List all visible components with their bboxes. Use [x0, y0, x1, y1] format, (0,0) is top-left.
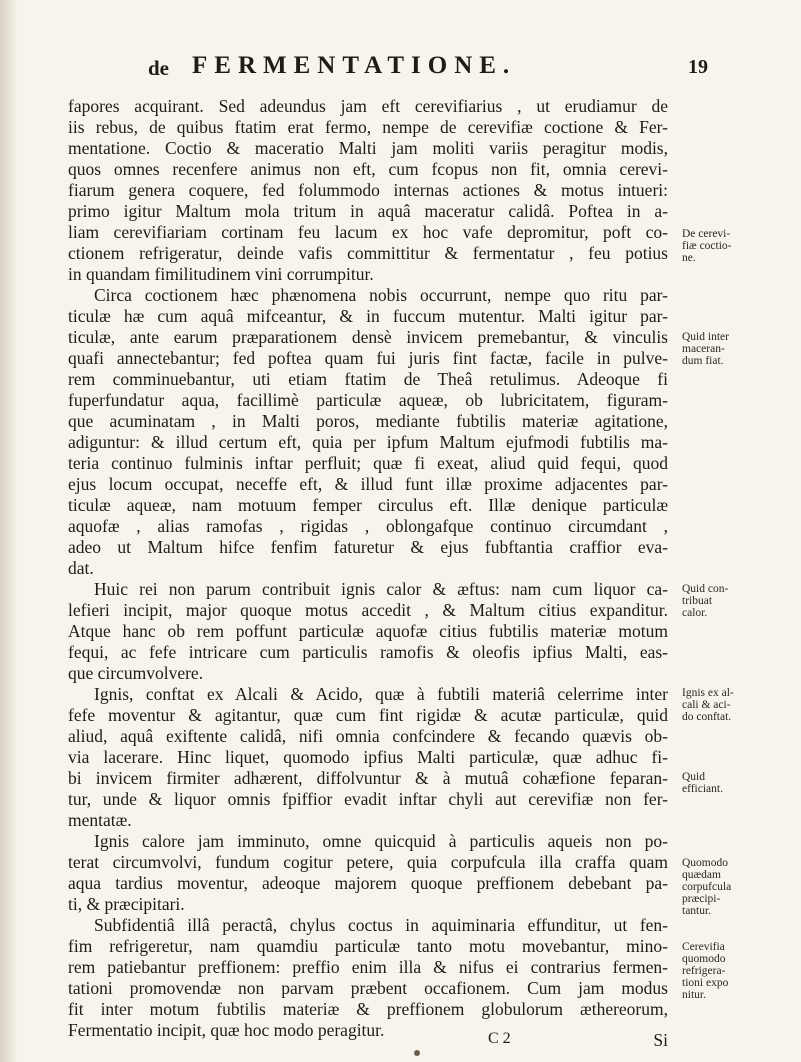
margin-note-line: Quid con- — [682, 583, 729, 595]
margin-note-line: nitur. — [682, 989, 706, 1001]
text-line: fapores acquirant. Sed adeundus jam eft cerevifiarius , ut erudiamur de — [68, 96, 668, 116]
text-line: tur, unde & liquor omnis fpiffior evadit inftar chyli aut cerevifiæ non fer- — [68, 789, 668, 809]
margin-note-line: Cerevifia — [682, 941, 725, 953]
margin-note-line: quædam — [682, 869, 721, 881]
text-line: in quandam fimilitudinem vini corrumpitur. — [68, 264, 374, 284]
text-line: ticulæ aqueæ, nam motuum femper circulus eft. Illæ denique particulæ — [68, 495, 668, 515]
text-line: fuperfundatur aqua, facillimè particulæ aqueæ, ob lubricitatem, figuram- — [68, 390, 668, 410]
margin-note-line: tantur. — [682, 905, 712, 917]
text-line: aliud, aquâ exiftente calidâ, nifi omnia confcindere & fecando quævis ob- — [68, 726, 668, 746]
text-line: fit inter motum fubtilis materiæ & preffionem globulorum æthereorum, — [68, 999, 668, 1019]
ink-blot — [414, 1050, 420, 1056]
text-line: primo igitur Maltum mola tritum in aquâ maceratur calidâ. Poftea in a- — [68, 201, 668, 221]
text-line: que circumvolvere. — [68, 663, 204, 683]
text-line: lefieri incipit, major quoque motus accedit , & Maltum citius expanditur. — [68, 600, 668, 620]
margin-note-line: dum fiat. — [682, 355, 724, 367]
text-line: rem patiebantur preffionem: preffio enim illa & nifus ei contrarius fermen- — [68, 957, 668, 977]
text-line: Atque hanc ob rem poffunt particulæ aquofæ citius fubtilis materiæ motum — [68, 621, 668, 641]
margin-note-quid-contribuat-calor — [682, 583, 768, 619]
page-footer — [68, 1030, 668, 1052]
margin-note-line: quomodo — [682, 953, 726, 965]
text-line: aquofæ , alias ramofas , rigidas , oblongafque continuo circumdant , — [68, 516, 668, 536]
margin-note-line: præcipi- — [682, 893, 721, 905]
text-line: Ignis, conftat ex Alcali & Acido, quæ à fubtili materiâ celerrime inter — [94, 684, 668, 704]
margin-note-line: tioni expo — [682, 977, 729, 989]
margin-note-line: Ignis ex al- — [682, 687, 734, 699]
page-spine-shadow — [0, 0, 18, 1062]
text-line: liam cerevifiariam cortinam feu lacum ex hoc vafe depromitur, poft co- — [68, 222, 668, 242]
text-line: ctionem refrigeratur, deinde vafis committitur & fermentatur , feu potius — [68, 243, 668, 263]
text-line: tationi promovendæ non parvam præbent occafionem. Cum jam modus — [68, 978, 668, 998]
margin-note-line: fiæ coctio- — [682, 240, 732, 252]
text-line: via lacerare. Hinc liquet, quomodo ipfius Malti particulæ, quæ adhuc fi- — [68, 747, 668, 767]
text-line: quos omnes recenfere animus non eft, cum fcopus non fit, omnia cerevi- — [68, 159, 668, 179]
margin-note-line: Quid — [682, 771, 705, 783]
text-line: terat circumvolvi, fundum cogitur petere, quia corpufcula illa craffa quam — [68, 852, 668, 872]
margin-note-cerevisiae-coctione — [682, 228, 768, 264]
text-line: ti, & præcipitari. — [68, 894, 185, 914]
signature-mark: C 2 — [488, 1030, 511, 1047]
catchword: Si — [653, 1030, 668, 1050]
text-line: aqua tardius moventur, adeoque majorem quoque preffionem debebant pa- — [68, 873, 668, 893]
margin-note-line: corpufcula — [682, 881, 732, 893]
text-line: iis rebus, de quibus ftatim erat fermo, nempe de cerevifiæ coctione & Fer- — [68, 117, 668, 137]
text-line: adeo ut Maltum hifce fenfim faturetur & ejus fubftantia craffior eva- — [68, 537, 668, 557]
margin-note-line: refrigera- — [682, 965, 726, 977]
text-line: teria continuo fulminis inftar perfluit; quæ fi exeat, aliud quid fequi, quod — [68, 453, 668, 473]
text-line: rem comminuebantur, uti etiam ftatim de Theâ retulimus. Adeoque fi — [68, 369, 668, 389]
text-line: fiarum genera coquere, fed folummodo internas actiones & motus intueri: — [68, 180, 668, 200]
text-line: fefe moventur & agitantur, quæ cum fint rigidæ & acutæ particulæ, quid — [68, 705, 668, 725]
margin-note-line: do conftat. — [682, 711, 732, 723]
header-title: FERMENTATIONE. — [192, 52, 517, 79]
header-prefix: de — [148, 56, 169, 80]
text-line: Fermentatio incipit, quæ hoc modo peragitur. — [68, 1020, 385, 1040]
text-line: quafi annectebantur; fed poftea quam fui juris fint factæ, facile in pulve- — [68, 348, 668, 368]
margin-note-line: De cerevi- — [682, 228, 731, 240]
margin-note-cerevisia-refrigerationi — [682, 941, 768, 1001]
margin-note-line: Quomodo — [682, 857, 728, 869]
text-line: que acuminatam , in Malti poros, mediante fubtilis materiæ agitatione, — [68, 411, 668, 431]
margin-note-line: calor. — [682, 607, 708, 619]
text-line: mentatione. Coctio & maceratio Malti jam moliti variis peragitur modis, — [68, 138, 668, 158]
text-line: Circa coctionem hæc phænomena nobis occurrunt, nempe quo ritu par- — [94, 285, 668, 305]
margin-note-line: Quid inter — [682, 331, 729, 343]
text-line: Subfidentiâ illâ peractâ, chylus coctus in aquiminaria effunditur, ut fen- — [94, 915, 668, 935]
text-line: Ignis calore jam imminuto, omne quicquid à particulis aqueis non po- — [94, 831, 668, 851]
margin-note-ignis-constat — [682, 687, 768, 723]
text-line: fim refrigeretur, nam quamdiu particulæ tanto motu movebantur, mino- — [68, 936, 668, 956]
margin-note-line: efficiant. — [682, 783, 723, 795]
text-line: dat. — [68, 558, 94, 578]
margin-note-line: ne. — [682, 252, 696, 264]
text-line: mentatæ. — [68, 810, 132, 830]
text-line: Huic rei non parum contribuit ignis calor & æftus: nam cum liquor ca- — [94, 579, 668, 599]
margin-note-line: tribuat — [682, 595, 713, 607]
margin-note-quid-inter-macerandum — [682, 331, 768, 367]
text-line: ejus locum occupat, neceffe eft, & illud funt illæ proxime adjacentes par- — [68, 474, 668, 494]
text-line: fequi, ac fefe intricare cum particulis ramofis & oleofis ipfius Malti, eas- — [68, 642, 668, 662]
margin-note-line: cali & aci- — [682, 699, 731, 711]
page-number: 19 — [688, 56, 708, 78]
margin-note-quid-efficiant — [682, 771, 768, 795]
running-header — [148, 52, 708, 86]
text-line: ticulæ hæ cum aquâ mifceantur, & in fuccum mutentur. Malti igitur par- — [68, 306, 668, 326]
margin-note-quomodo-praecipitantur — [682, 857, 768, 917]
text-line: adiguntur: & illud certum eft, quia per ipfum Maltum ejufmodi fubtilis ma- — [68, 432, 668, 452]
text-line: ticulæ, ante earum præparationem densè invicem premebantur, & vinculis — [68, 327, 668, 347]
margin-note-line: maceran- — [682, 343, 725, 355]
text-line: bi invicem firmiter adhærent, diffolvuntur & à mutuâ cohæfione feparan- — [68, 768, 668, 788]
